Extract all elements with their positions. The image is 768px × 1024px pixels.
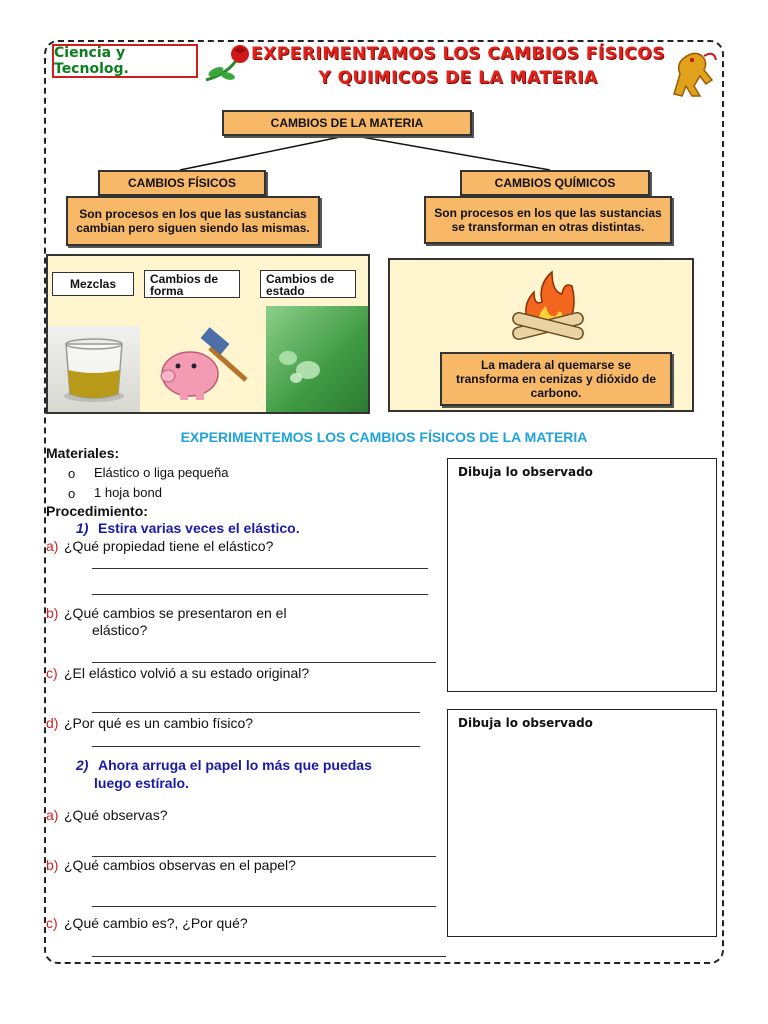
procedure-label: Procedimiento: (46, 503, 148, 519)
step2-text-cont: luego estíralo. (94, 775, 189, 791)
section-title: EXPERIMENTEMOS LOS CAMBIOS FÍSICOS DE LA MATERIA (180, 429, 588, 445)
glass-mixture-image (48, 326, 140, 412)
answer-line[interactable] (92, 662, 436, 663)
answer-line[interactable] (92, 906, 436, 907)
answer-line[interactable] (92, 568, 428, 569)
chemical-changes-description: Son procesos en los que las sustancias se transforman en otras distintas. (424, 196, 672, 244)
step1-text: Estira varias veces el elástico. (98, 520, 300, 536)
question-letter: a) (46, 538, 59, 554)
page-title-line1: EXPERIMENTAMOS LOS CAMBIOS FÍSICOS (251, 44, 665, 64)
question-letter: d) (46, 715, 59, 731)
step2-text: Ahora arruga el papel lo más que puedas (98, 757, 372, 773)
answer-line[interactable] (92, 956, 446, 957)
question-letter: b) (46, 857, 59, 873)
step1-number: 1) (76, 520, 89, 536)
type-mixtures: Mezclas (52, 272, 134, 296)
question-text: ¿Qué cambios observas en el papel? (64, 857, 296, 873)
material-item: o (68, 466, 76, 481)
question-text: ¿Qué propiedad tiene el elástico? (64, 538, 274, 554)
burning-wood-example: La madera al quemarse se transforma en cenizas y dióxido de carbono. (440, 352, 672, 406)
answer-line[interactable] (92, 746, 420, 747)
type-state-change: Cambios de estado (260, 270, 356, 298)
water-drops-image (266, 306, 368, 412)
draw-box-label: Dibuja lo observado (458, 465, 593, 479)
question-letter: c) (46, 665, 58, 681)
question-text: ¿El elástico volvió a su estado original? (64, 665, 310, 681)
question-letter: b) (46, 605, 59, 621)
subject-label: Ciencia y Tecnolog. (52, 44, 198, 78)
step2-number: 2) (76, 757, 89, 773)
materials-label: Materiales: (46, 445, 120, 461)
question-text: ¿Qué cambios se presentaron en el (64, 605, 287, 621)
diagram-root: CAMBIOS DE LA MATERIA (222, 110, 472, 136)
question-text-cont: elástico? (92, 622, 148, 638)
draw-box-1[interactable] (447, 458, 717, 692)
chemical-changes-box: CAMBIOS QUÍMICOS (460, 170, 650, 196)
material-item-text: Elástico o liga pequeña (94, 465, 229, 480)
question-letter: c) (46, 915, 58, 931)
physical-changes-box: CAMBIOS FÍSICOS (98, 170, 266, 196)
draw-box-2[interactable] (447, 709, 717, 937)
page-title-line2: Y QUIMICOS DE LA MATERIA (318, 68, 598, 88)
question-text: ¿Por qué es un cambio físico? (64, 715, 254, 731)
answer-line[interactable] (92, 712, 420, 713)
piggy-hammer-image (150, 326, 254, 406)
material-item: o (68, 486, 76, 501)
material-item-text: 1 hoja bond (94, 485, 162, 500)
question-letter: a) (46, 807, 59, 823)
physical-changes-description: Son procesos en los que las sustancias cambian pero siguen siendo las mismas. (66, 196, 320, 246)
type-shape-change: Cambios de forma (144, 270, 240, 298)
campfire-image (500, 266, 596, 348)
draw-box-label: Dibuja lo observado (458, 716, 593, 730)
answer-line[interactable] (92, 594, 428, 595)
question-text: ¿Qué observas? (64, 807, 168, 823)
question-text: ¿Qué cambio es?, ¿Por qué? (64, 915, 248, 931)
